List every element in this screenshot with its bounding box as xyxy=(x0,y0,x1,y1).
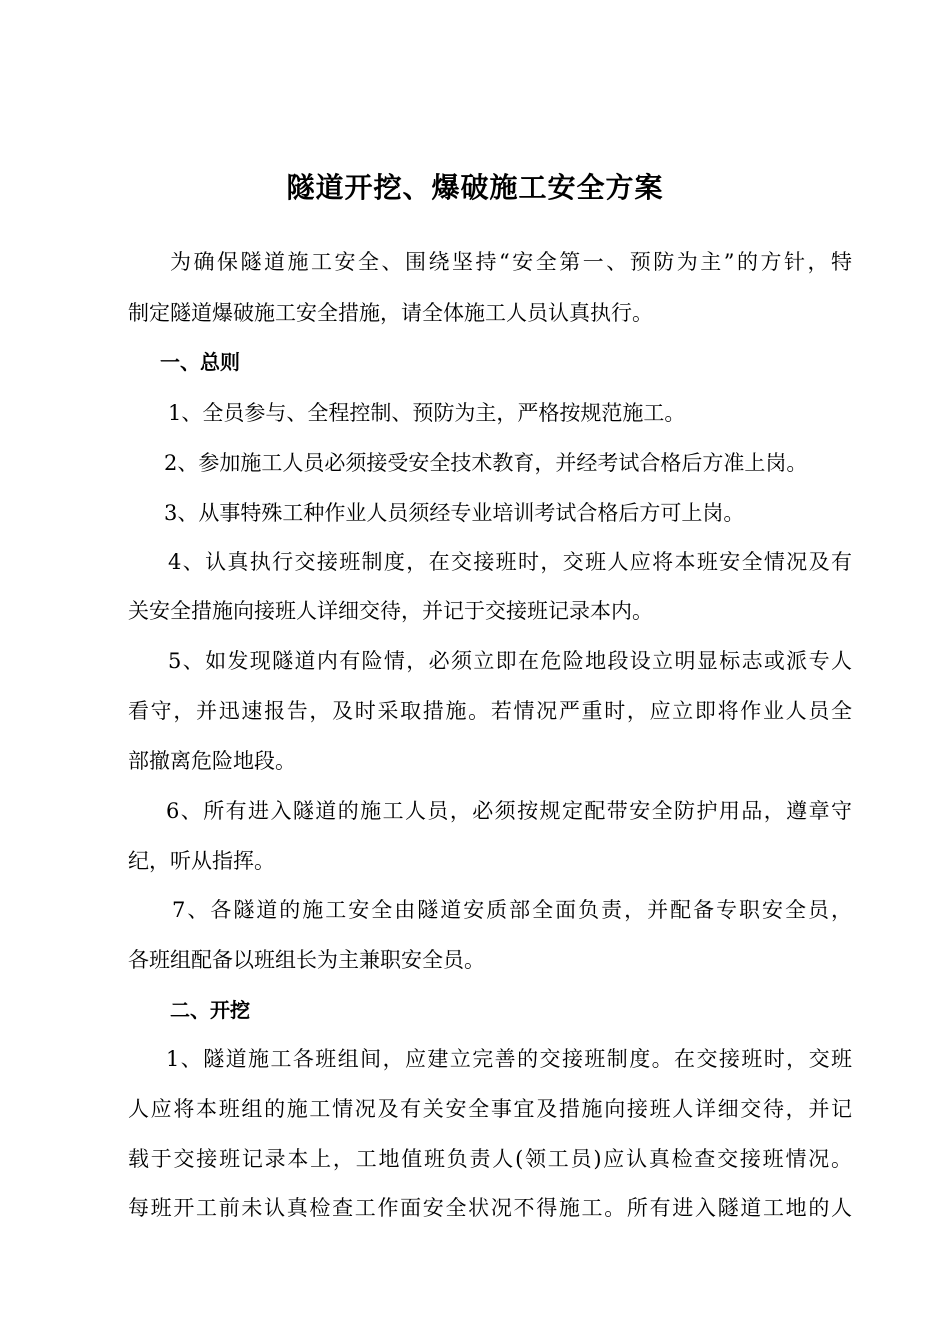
rule-5-line-1: 5、如发现隧道内有险情，必须立即在危险地段设立明显标志或派专人 xyxy=(168,649,852,673)
excavation-1-line-4: 每班开工前未认真检查工作面安全状况不得施工。所有进入隧道工地的人 xyxy=(128,1196,852,1220)
rule-7-line-1: 7、各隧道的施工安全由隧道安质部全面负责，并配备专职安全员， xyxy=(172,898,852,922)
rule-7-line-2: 各班组配备以班组长为主兼职安全员。 xyxy=(128,948,485,972)
excavation-1-line-3: 载于交接班记录本上，工地值班负责人(领工员)应认真检查交接班情况。 xyxy=(128,1147,852,1171)
section-heading-general: 一、总则 xyxy=(160,350,240,374)
rule-6-line-1: 6、所有进入隧道的施工人员，必须按规定配带安全防护用品，遵章守 xyxy=(166,799,852,823)
rule-4-line-1: 4、认真执行交接班制度，在交接班时，交班人应将本班安全情况及有 xyxy=(168,550,852,574)
rule-2-line-1: 2、参加施工人员必须接受安全技术教育，并经考试合格后方准上岗。 xyxy=(164,451,808,475)
rule-4-line-2: 关安全措施向接班人详细交待，并记于交接班记录本内。 xyxy=(128,599,653,623)
rule-6-line-2: 纪，听从指挥。 xyxy=(128,849,275,873)
rule-1-line-1: 1、全员参与、全程控制、预防为主，严格按规范施工。 xyxy=(168,401,686,425)
rule-5-line-2: 看守，并迅速报告，及时采取措施。若情况严重时，应立即将作业人员全 xyxy=(128,699,852,723)
rule-5-line-3: 部撤离危险地段。 xyxy=(128,749,296,773)
excavation-1-line-2: 人应将本班组的施工情况及有关安全事宜及措施向接班人详细交待，并记 xyxy=(128,1097,852,1121)
section-heading-excavation: 二、开挖 xyxy=(170,998,250,1022)
intro-line-1: 为确保隧道施工安全、围绕坚持“安全第一、预防为主”的方针，特 xyxy=(170,250,852,274)
document-title: 隧道开挖、爆破施工安全方案 xyxy=(286,171,664,204)
rule-3-line-1: 3、从事特殊工种作业人员须经专业培训考试合格后方可上岗。 xyxy=(164,501,745,525)
excavation-1-line-1: 1、隧道施工各班组间，应建立完善的交接班制度。在交接班时，交班 xyxy=(166,1047,852,1071)
intro-line-2: 制定隧道爆破施工安全措施，请全体施工人员认真执行。 xyxy=(128,301,653,325)
